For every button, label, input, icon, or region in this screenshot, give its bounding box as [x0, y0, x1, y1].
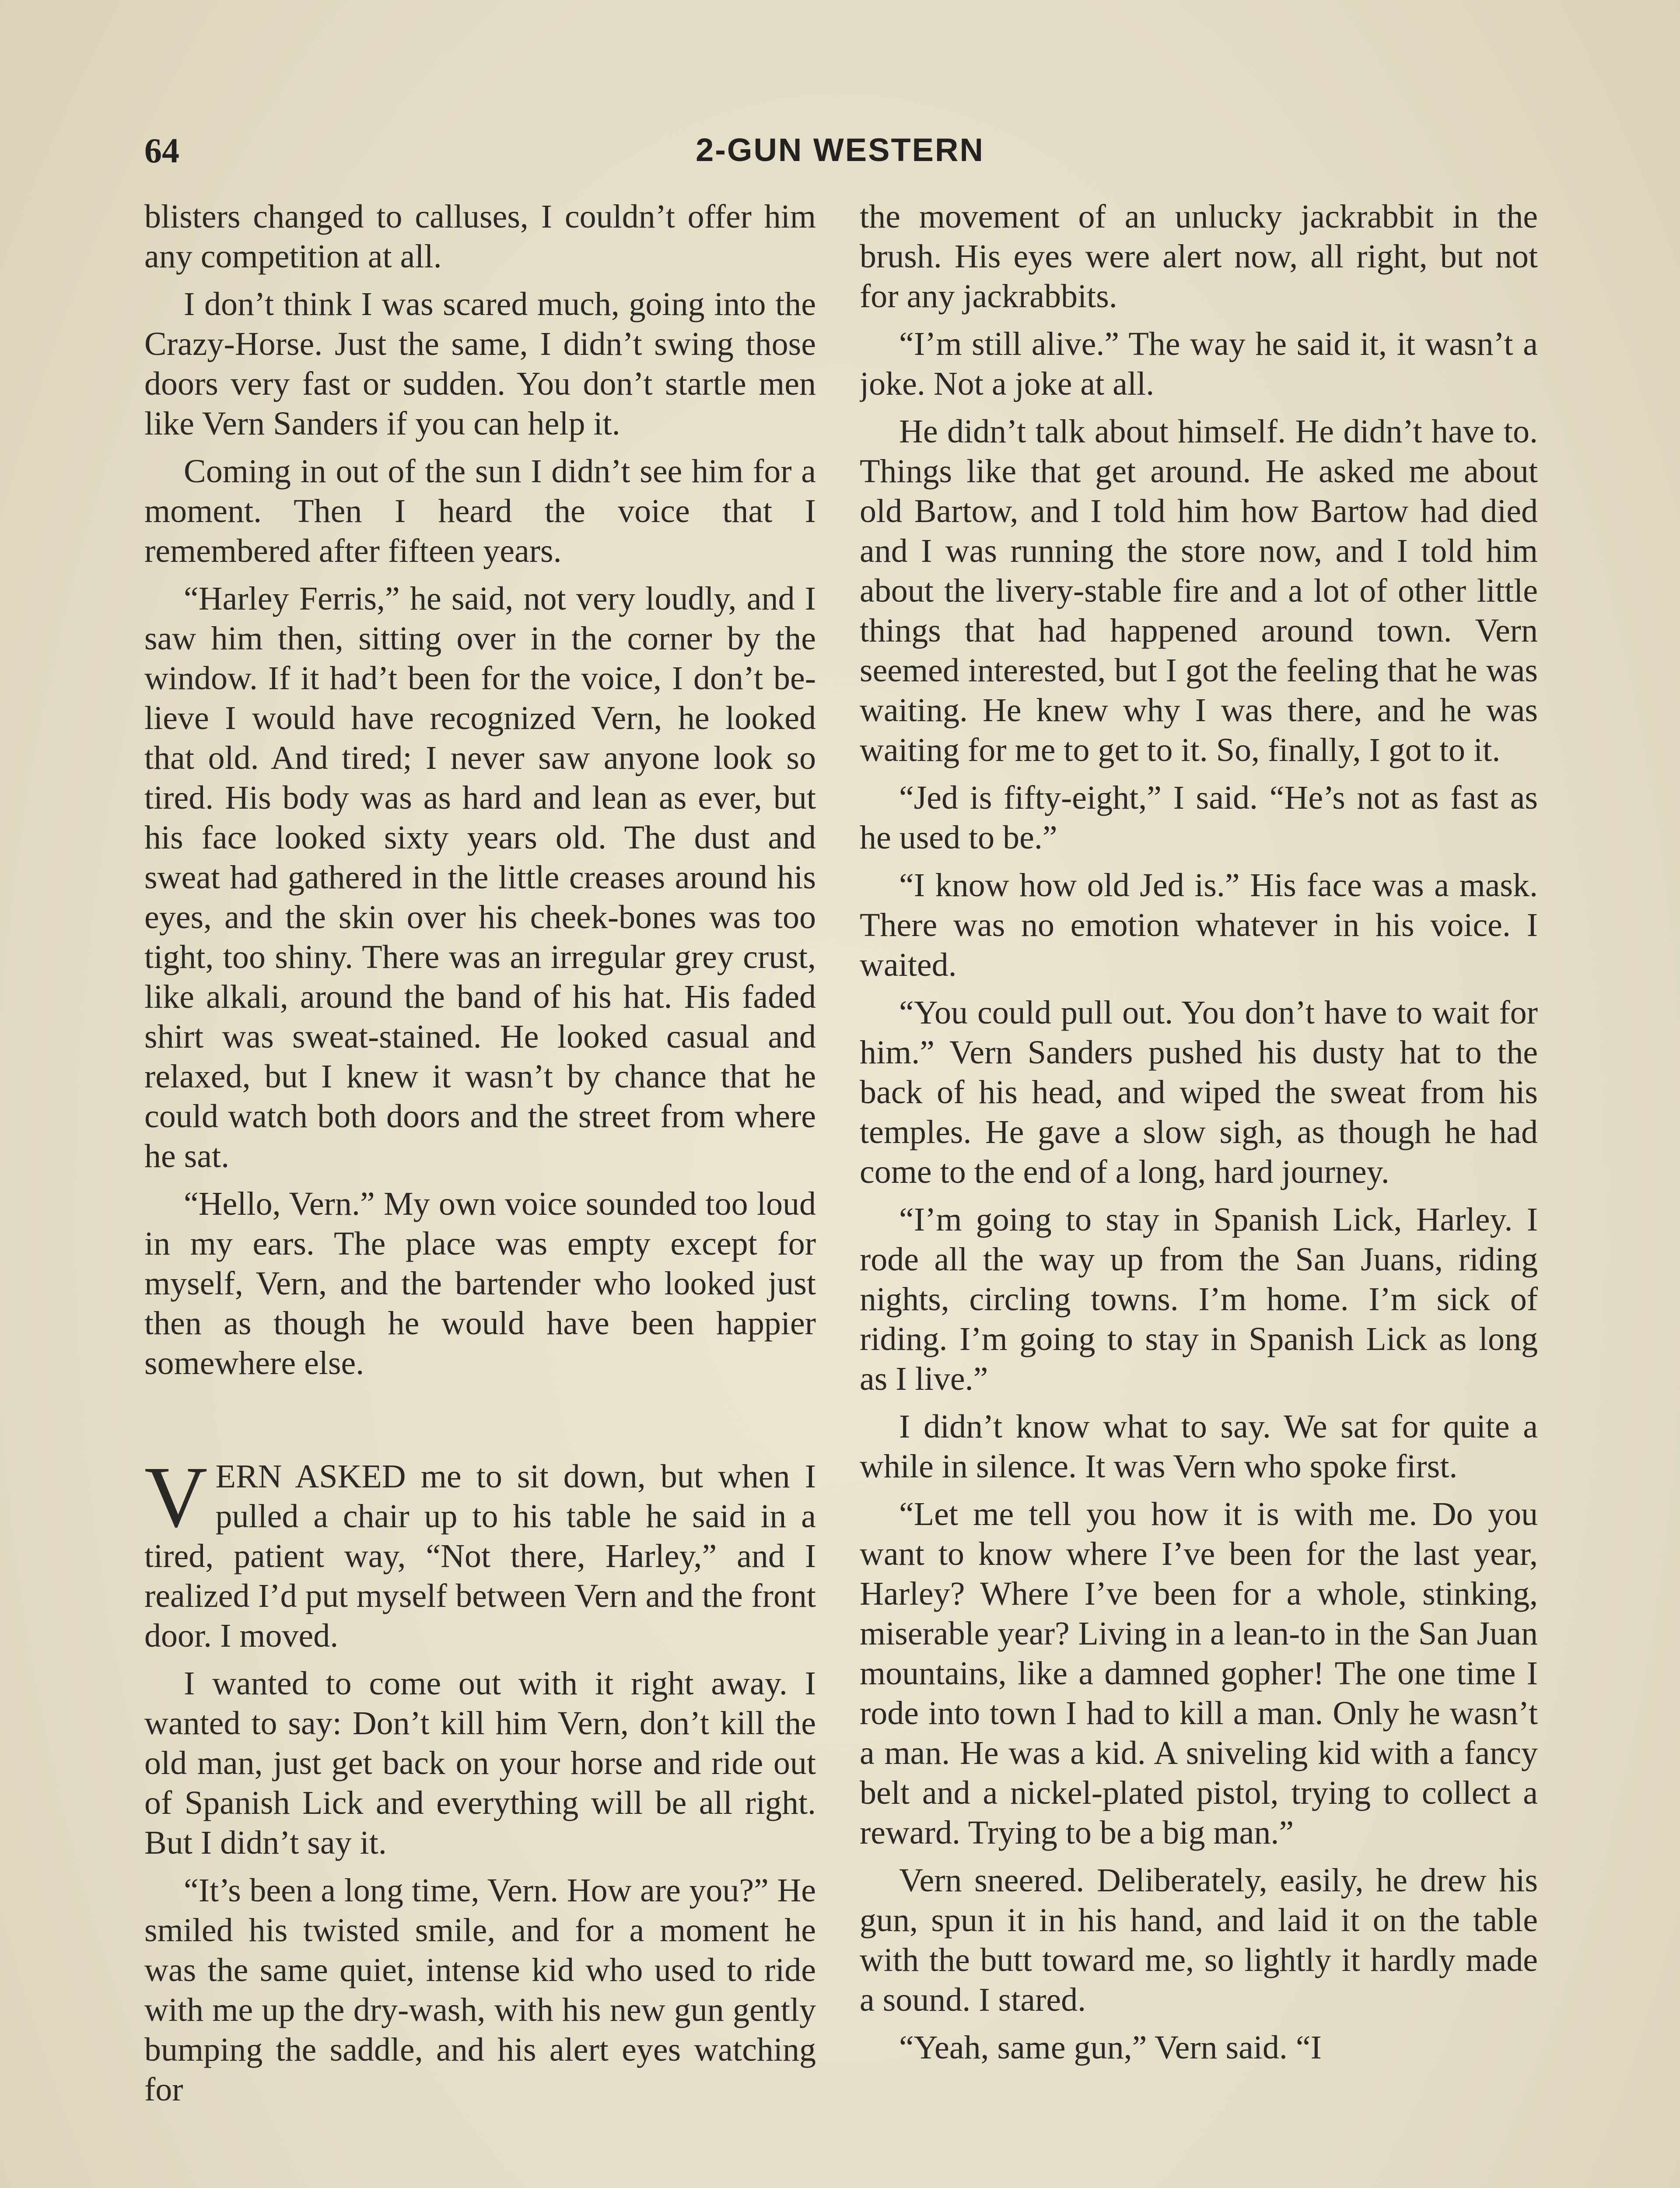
- paragraph: I didn’t know what to say. We sat for quite a while in silence. It was Vern who spoke first.: [860, 1408, 1538, 1485]
- running-head: [144, 131, 1536, 179]
- drop-cap: V: [144, 1449, 208, 1546]
- section-opening-text: me to sit down, but when I pulled a chair up to his table he said in a tired, patient way, “Not there, Harley,” and I realized I’d put myself between Vern and the front door. I moved.: [144, 1458, 816, 1654]
- paragraph: He didn’t talk about himself. He didn’t have to. Things like that get around. He asked me about old Bartow, and I told him how Bartow had died and I was running the store now, and I told him about the livery-stable fire and a lot of other little things that had happened around town. Vern seemed interested, but I got the feeling that he was waiting. He knew why I was there, and he was waiting for me to get to it. So, finally, I got to it.: [860, 413, 1538, 768]
- paragraph: “Hello, Vern.” My own voice sounded too loud in my ears. The place was empty except for myself, Vern, and the bartender who looked just then as though he would have been happier somewhere else.: [144, 1185, 816, 1382]
- paragraph: “Yeah, same gun,” Vern said. “I: [899, 2029, 1322, 2066]
- section-lead-in: ERN ASKED: [215, 1458, 406, 1495]
- paragraph: “Jed is fifty-eight,” I said. “He’s not as fast as he used to be.”: [860, 779, 1538, 856]
- paragraph: I don’t think I was scared much, going into the Crazy-Horse. Just the same, I didn’t swing those doors very fast or sudden. You don’t startle men like Vern Sanders if you can help it.: [144, 286, 816, 442]
- paragraph: I wanted to come out with it right away. I wanted to say: Don’t kill him Vern, don’t kill the old man, just get back on your horse and ride out of Spanish Lick and everything will be all right. But I didn’t say it.: [144, 1665, 816, 1861]
- paragraph: “I’m going to stay in Spanish Lick, Harley. I rode all the way up from the San Juans, riding nights, circling towns. I’m home. I’m sick of riding. I’m going to stay in Spanish Lick as long as I live.”: [860, 1201, 1538, 1397]
- left-column: [144, 197, 816, 2188]
- paragraph: “Harley Ferris,” he said, not very loudly, and I saw him then, sitting over in the corner by the window. If it had’t been for the voice, I don’t believe I would have recognized Vern, he looked that old. And tired; I never saw anyone look so tired. His body was as hard and lean as ever, but his face looked sixty years old. The dust and sweat had gathered in the little creases around his eyes, and the skin over his cheek-bones was too tight, too shiny. There was an irregular grey crust, like alkali, around the band of his hat. His faded shirt was sweat-stained. He looked casual and relaxed, but I knew it wasn’t by chance that he could watch both doors and the street from where he sat.: [144, 580, 816, 1175]
- paragraph: “Let me tell you how it is with me. Do you want to know where I’ve been for the last year, Harley? Where I’ve been for a whole, stinking, miserable year? Living in a lean-to in the San Juan mountains, like a damned gopher! The one time I rode into town I had to kill a man. Only he wasn’t a man. He was a kid. A sniveling kid with a fancy belt and a nickel-plated pistol, trying to collect a reward. Trying to be a big man.”: [860, 1496, 1538, 1851]
- paragraph: blisters changed to calluses, I couldn’t offer him any competition at all.: [144, 198, 816, 275]
- section-opening-paragraph: [144, 1449, 816, 1656]
- paragraph: “I’m still alive.” The way he said it, it wasn’t a joke. Not a joke at all.: [860, 326, 1538, 402]
- right-column: [860, 197, 1538, 2188]
- section-break: [144, 1391, 816, 1457]
- paragraph: Coming in out of the sun I didn’t see him for a moment. Then I heard the voice that I remembered after fifteen years.: [144, 453, 816, 569]
- magazine-title: 2-GUN WESTERN: [696, 132, 984, 168]
- paragraph: Vern sneered. Deliberately, easily, he drew his gun, spun it in his hand, and laid it on the table with the butt toward me, so lightly it hardly made a sound. I stared.: [860, 1862, 1538, 2018]
- paragraph: the movement of an unlucky jackrabbit in the brush. His eyes were alert now, all right, but not for any jackrabbits.: [860, 198, 1538, 315]
- page-number: 64: [144, 132, 179, 170]
- paragraph: “I know how old Jed is.” His face was a mask. There was no emotion whatever in his voice. I waited.: [860, 867, 1538, 983]
- paragraph: “You could pull out. You don’t have to wait for him.” Vern Sanders pushed his dusty hat to the back of his head, and wiped the sweat from his temples. He gave a slow sigh, as though he had come to the end of a long, hard journey.: [860, 994, 1538, 1190]
- paragraph: “It’s been a long time, Vern. How are you?” He smiled his twisted smile, and for a moment he was the same quiet, intense kid who used to ride with me up the dry-wash, with his new gun gently bumping the saddle, and his alert eyes watching for: [144, 1872, 816, 2108]
